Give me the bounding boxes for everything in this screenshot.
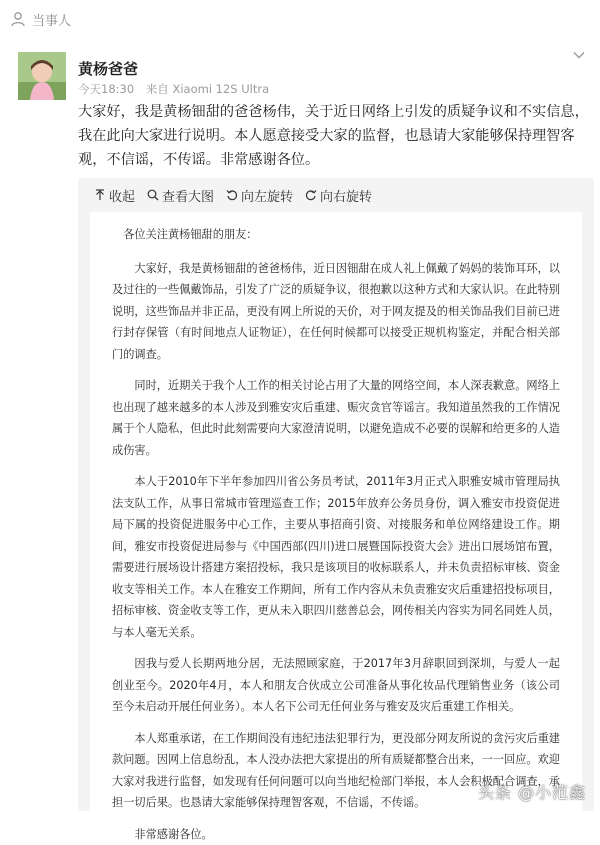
- collapse-label: 收起: [109, 186, 135, 205]
- post-meta: [78, 81, 277, 97]
- letter-greeting: 各位关注黄杨钿甜的朋友：: [112, 224, 560, 246]
- post-text: 大家好，我是黄杨钿甜的爸爸杨伟，关于近日网络上引发的质疑争议和不实信息，我在此向大家进行说明。本人愿意接受大家的监督，也恳请大家能够保持理智客观，不信谣，不传谣。非常感谢各位。: [78, 100, 590, 172]
- rotate-left-button[interactable]: [226, 186, 293, 205]
- rotate-right-label: 向右旋转: [320, 186, 372, 205]
- letter-paragraph: 大家好，我是黄杨钿甜的爸爸杨伟，近日因钿甜在成人礼上佩戴了妈妈的装饰耳环，以及过往的一些佩戴饰品，引发了广泛的质疑争议，很抱歉以这种方式和大家认识。在此特别说明，这些饰品并非正品，更没有网上所说的天价，对于网友提及的相关饰品我们目前已进行封存保管（有时间地点人证物证），在任何时候都可以接受正规机构鉴定，并配合相关部门的调查。: [112, 258, 560, 366]
- avatar[interactable]: [18, 52, 66, 100]
- collapse-icon: [94, 189, 106, 201]
- image-toolbar: [78, 178, 594, 212]
- author-name[interactable]: 黄杨爸爸: [78, 58, 138, 79]
- post-source: 来自 Xiaomi 12S Ultra: [146, 82, 269, 96]
- rotate-left-label: 向左旋转: [241, 186, 293, 205]
- letter-paragraph: 本人郑重承诺，在工作期间没有违纪违法犯罪行为，更没部分网友所说的贪污灾后重建款问题。因网上信息纷乱，本人没办法把大家提出的所有质疑都整合出来，一一回应。欢迎大家对我进行监督，如发现有任何问题可以向当地纪检部门举报，本人会积极配合调查，承担一切后果。也恳请大家能够保持理智客观，不信谣，不传谣。: [112, 728, 560, 814]
- rotate-left-icon: [226, 189, 238, 201]
- image-panel: [78, 178, 594, 811]
- collapse-button[interactable]: [94, 186, 135, 205]
- letter-closing: 非常感谢各位。: [112, 824, 560, 845]
- top-bar: [0, 0, 600, 38]
- magnify-icon: [147, 189, 159, 201]
- view-large-button[interactable]: [147, 186, 214, 205]
- view-large-label: 查看大图: [162, 186, 214, 205]
- post-time: 今天18:30: [78, 82, 134, 96]
- letter-paragraph: 本人于2010年下半年参加四川省公务员考试，2011年3月正式入职雅安城市管理局执法支队工作，从事日常城市管理巡查工作；2015年放弃公务员身份，调入雅安市投资促进局下属的投资促进服务中心工作，主要从事招商引资、对接服务和单位网络建设工作。期间，雅安市投资促进局参与《中国西部(四川)进口展暨国际投资大会》进出口展场馆布置，需要进行展场设计搭建方案招投标，我只是该项目的收标联系人，并未负责招标审核、资金收支等相关工作。本人在雅安工作期间，所有工作内容从未负责雅安灾后重建招投标项目，招标审核、资金收支等工作，更从未入职四川慈善总会，网传相关内容实为同名同姓人员，与本人毫无关系。: [112, 471, 560, 643]
- watermark: 头条 @小范鑫: [478, 780, 586, 803]
- rotate-right-button[interactable]: [305, 186, 372, 205]
- section-label: 当事人: [32, 10, 71, 29]
- chevron-down-icon[interactable]: [572, 48, 586, 62]
- letter-paragraph: 同时，近期关于我个人工作的相关讨论占用了大量的网络空间，本人深表歉意。网络上也出现了越来越多的本人涉及到雅安灾后重建、赈灾贪官等谣言。我知道虽然我的工作情况属于个人隐私，但此时此刻需要向大家澄清说明，以避免造成不必要的误解和给更多的人造成伤害。: [112, 375, 560, 461]
- rotate-right-icon: [305, 189, 317, 201]
- letter-paragraph: 因我与爱人长期两地分居，无法照顾家庭，于2017年3月辞职回到深圳，与爱人一起创业至今。2020年4月，本人和朋友合伙成立公司准备从事化妆品代理销售业务（该公司至今未启动开展任何业务）。本人名下公司无任何业务与雅安及灾后重建工作相关。: [112, 653, 560, 718]
- person-icon: [10, 11, 26, 27]
- letter-image[interactable]: [90, 212, 582, 811]
